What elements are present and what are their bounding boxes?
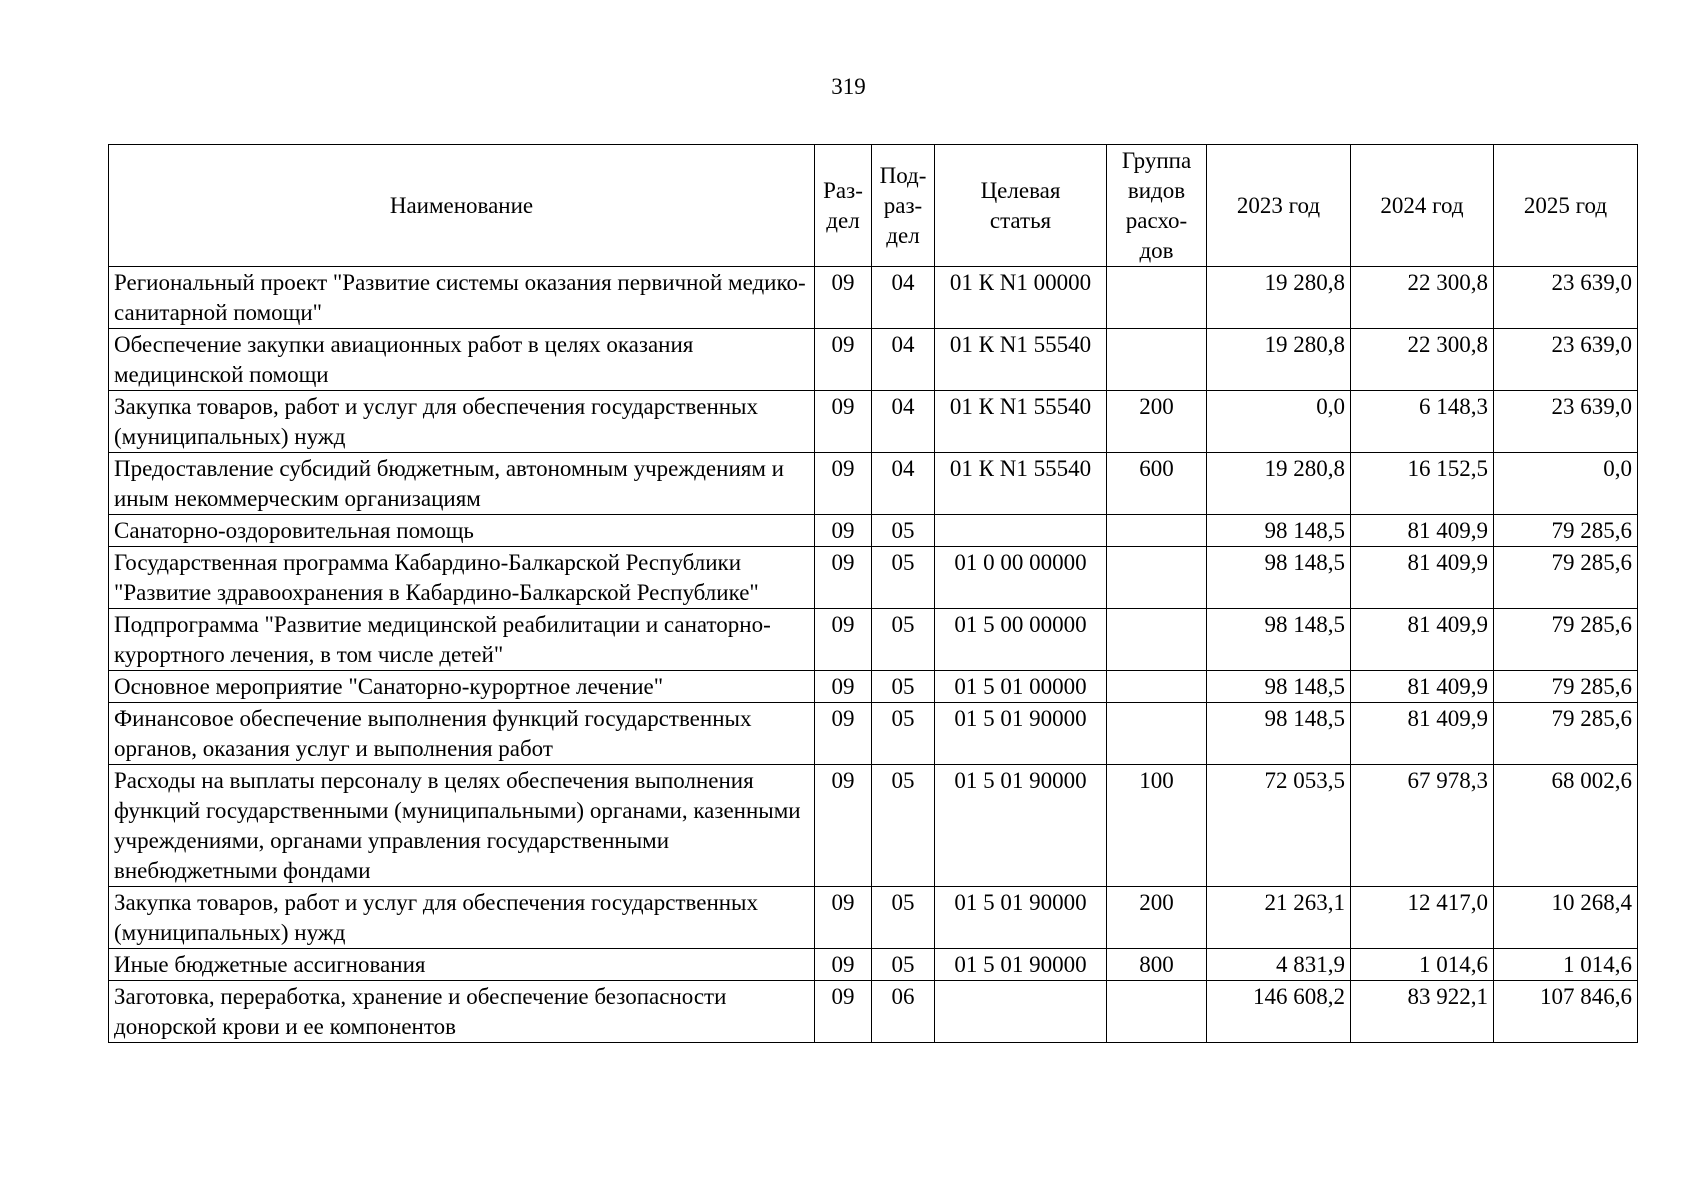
row-2024: 1 014,6 [1351,949,1494,981]
row-2023: 98 148,5 [1207,703,1351,765]
row-name: Основное мероприятие "Санаторно-курортное лечение" [109,671,815,703]
row-target: 01 К N1 55540 [935,453,1107,515]
row-group: 200 [1107,391,1207,453]
row-2025: 107 846,6 [1494,981,1638,1043]
row-2025: 79 285,6 [1494,515,1638,547]
row-2025: 1 014,6 [1494,949,1638,981]
row-target: 01 5 01 90000 [935,765,1107,887]
row-target [935,981,1107,1043]
row-razdel: 09 [815,671,872,703]
row-razdel: 09 [815,703,872,765]
row-target: 01 К N1 55540 [935,329,1107,391]
table-row [109,887,1638,949]
table-header-row [109,145,1638,267]
table-row [109,671,1638,703]
row-target: 01 5 01 90000 [935,949,1107,981]
row-2024: 22 300,8 [1351,267,1494,329]
row-2024: 6 148,3 [1351,391,1494,453]
row-podrazdel: 06 [872,981,935,1043]
row-2025: 0,0 [1494,453,1638,515]
row-2025: 23 639,0 [1494,329,1638,391]
row-2025: 79 285,6 [1494,547,1638,609]
row-name: Закупка товаров, работ и услуг для обеспечения государственных (муниципальных) нужд [109,887,815,949]
page-number: 319 [831,74,866,99]
row-target: 01 5 01 90000 [935,887,1107,949]
row-razdel: 09 [815,267,872,329]
row-razdel: 09 [815,949,872,981]
row-podrazdel: 05 [872,765,935,887]
row-razdel: 09 [815,515,872,547]
row-2024: 16 152,5 [1351,453,1494,515]
row-group: 600 [1107,453,1207,515]
header-group: Группа видов расхо-дов [1107,145,1207,267]
row-podrazdel: 04 [872,391,935,453]
row-podrazdel: 05 [872,671,935,703]
table-row [109,547,1638,609]
table-row [109,453,1638,515]
row-name: Обеспечение закупки авиационных работ в целях оказания медицинской помощи [109,329,815,391]
row-2025: 68 002,6 [1494,765,1638,887]
row-2025: 23 639,0 [1494,267,1638,329]
row-2023: 98 148,5 [1207,671,1351,703]
row-2023: 19 280,8 [1207,329,1351,391]
row-name: Иные бюджетные ассигнования [109,949,815,981]
row-2023: 0,0 [1207,391,1351,453]
row-group [1107,703,1207,765]
row-podrazdel: 05 [872,515,935,547]
row-2024: 81 409,9 [1351,609,1494,671]
row-name: Санаторно-оздоровительная помощь [109,515,815,547]
row-group [1107,671,1207,703]
row-razdel: 09 [815,887,872,949]
row-target: 01 5 01 00000 [935,671,1107,703]
table-row [109,515,1638,547]
row-2023: 19 280,8 [1207,453,1351,515]
row-podrazdel: 05 [872,609,935,671]
row-target: 01 0 00 00000 [935,547,1107,609]
row-group [1107,547,1207,609]
row-razdel: 09 [815,329,872,391]
row-target [935,515,1107,547]
row-group: 200 [1107,887,1207,949]
row-2024: 67 978,3 [1351,765,1494,887]
row-2025: 79 285,6 [1494,609,1638,671]
header-podrazdel: Под-раз-дел [872,145,935,267]
row-2023: 4 831,9 [1207,949,1351,981]
header-name: Наименование [109,145,815,267]
table-row [109,703,1638,765]
row-name: Предоставление субсидий бюджетным, автономным учреждениям и иным некоммерческим организациям [109,453,815,515]
row-razdel: 09 [815,765,872,887]
row-2023: 98 148,5 [1207,515,1351,547]
row-2024: 81 409,9 [1351,547,1494,609]
row-name: Расходы на выплаты персоналу в целях обеспечения выполнения функций государственными (муниципальными) органами, казенными учреждениями, органами управления государственными внебюджетными фондами [109,765,815,887]
row-group [1107,329,1207,391]
table-row [109,765,1638,887]
header-razdel: Раз-дел [815,145,872,267]
row-razdel: 09 [815,453,872,515]
table-row [109,391,1638,453]
row-2023: 146 608,2 [1207,981,1351,1043]
row-2024: 81 409,9 [1351,671,1494,703]
row-2023: 98 148,5 [1207,547,1351,609]
row-target: 01 К N1 00000 [935,267,1107,329]
row-2024: 81 409,9 [1351,703,1494,765]
header-2023: 2023 год [1207,145,1351,267]
row-podrazdel: 04 [872,267,935,329]
row-razdel: 09 [815,547,872,609]
budget-table [108,144,1638,1043]
row-2024: 83 922,1 [1351,981,1494,1043]
row-podrazdel: 04 [872,453,935,515]
row-podrazdel: 04 [872,329,935,391]
row-name: Подпрограмма "Развитие медицинской реабилитации и санаторно-курортного лечения, в том числе детей" [109,609,815,671]
row-podrazdel: 05 [872,547,935,609]
row-name: Государственная программа Кабардино-Балкарской Республики "Развитие здравоохранения в Кабардино-Балкарской Республике" [109,547,815,609]
row-target: 01 К N1 55540 [935,391,1107,453]
row-target: 01 5 00 00000 [935,609,1107,671]
row-2024: 22 300,8 [1351,329,1494,391]
row-name: Региональный проект "Развитие системы оказания первичной медико-санитарной помощи" [109,267,815,329]
row-2024: 81 409,9 [1351,515,1494,547]
row-group: 800 [1107,949,1207,981]
table-row [109,329,1638,391]
row-group [1107,267,1207,329]
table-row [109,267,1638,329]
row-razdel: 09 [815,391,872,453]
row-name: Финансовое обеспечение выполнения функций государственных органов, оказания услуг и выполнения работ [109,703,815,765]
header-2024: 2024 год [1351,145,1494,267]
header-2025: 2025 год [1494,145,1638,267]
row-2023: 98 148,5 [1207,609,1351,671]
row-razdel: 09 [815,981,872,1043]
table-row [109,609,1638,671]
row-group [1107,515,1207,547]
row-podrazdel: 05 [872,703,935,765]
row-target: 01 5 01 90000 [935,703,1107,765]
table-row [109,949,1638,981]
row-2025: 79 285,6 [1494,703,1638,765]
row-2025: 23 639,0 [1494,391,1638,453]
row-group [1107,981,1207,1043]
row-2025: 79 285,6 [1494,671,1638,703]
row-razdel: 09 [815,609,872,671]
row-2025: 10 268,4 [1494,887,1638,949]
row-group [1107,609,1207,671]
row-name: Заготовка, переработка, хранение и обеспечение безопасности донорской крови и ее компонентов [109,981,815,1043]
row-name: Закупка товаров, работ и услуг для обеспечения государственных (муниципальных) нужд [109,391,815,453]
header-target: Целевая статья [935,145,1107,267]
table-row [109,981,1638,1043]
row-podrazdel: 05 [872,887,935,949]
row-group: 100 [1107,765,1207,887]
row-2023: 21 263,1 [1207,887,1351,949]
row-2024: 12 417,0 [1351,887,1494,949]
row-2023: 19 280,8 [1207,267,1351,329]
row-podrazdel: 05 [872,949,935,981]
row-2023: 72 053,5 [1207,765,1351,887]
